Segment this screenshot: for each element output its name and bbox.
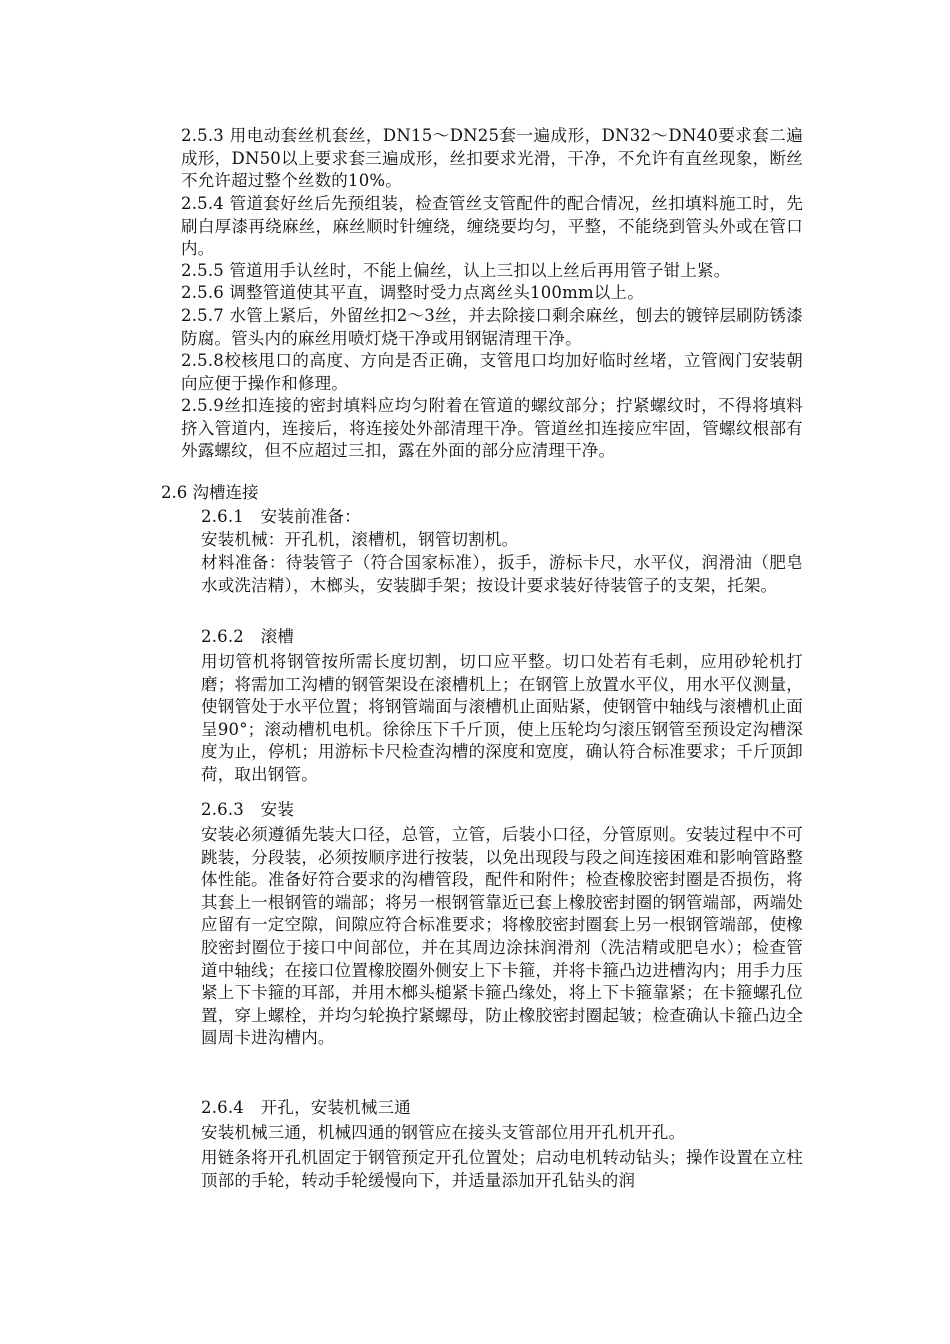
section-heading-2-6: 2.6 沟槽连接: [161, 483, 259, 502]
item-2-5-3: 2.5.3 用电动套丝机套丝，DN15～DN25套一遍成形，DN32～DN40要求套二遍成形，DN50以上要求套三遍成形，丝扣要求光滑，干净，不允许有直丝现象，断丝不允许超过整个丝数的10%。: [181, 126, 803, 191]
paragraph-drilling: 用链条将开孔机固定于钢管预定开孔位置处；启动电机转动钻头；操作设置在立柱顶部的手轮，转动手轮缓慢向下，并适量添加开孔钻头的润: [201, 1148, 803, 1190]
item-2-5-8: 2.5.8校核甩口的高度、方向是否正确，支管甩口均加好临时丝堵，立管阀门安装朝向应便于操作和修理。: [181, 351, 803, 393]
paragraph-tee-intro: 安装机械三通，机械四通的钢管应在接头支管部位用开孔机开孔。: [201, 1123, 686, 1142]
paragraph-tools: 安装机械：开孔机，滚槽机，钢管切割机。: [201, 530, 519, 549]
subheading-2-6-4: 2.6.4 开孔，安装机械三通: [201, 1098, 411, 1117]
paragraph-grooving: 用切管机将钢管按所需长度切割，切口应平整。切口处若有毛刺，应用砂轮机打磨；将需加工沟槽的钢管架设在滚槽机上；在钢管上放置水平仪，用水平仪测量，使钢管处于水平位置；将钢管端面与滚槽机止面贴紧，使钢管中轴线与滚槽机止面呈90°；滚动槽机电机。徐徐压下千斤顶，使上压轮均匀滚压钢管至预设定沟槽深度为止，停机；用游标卡尺检查沟槽的深度和宽度，确认符合标准要求；千斤顶卸荷，取出钢管。: [201, 652, 803, 784]
item-2-5-6: 2.5.6 调整管道使其平直，调整时受力点离丝头100mm以上。: [181, 283, 644, 302]
item-2-5-7: 2.5.7 水管上紧后，外留丝扣2～3丝，并去除接口剩余麻丝，刨去的镀锌层刷防锈漆防腐。管头内的麻丝用喷灯烧干净或用钢锯清理干净。: [181, 306, 803, 348]
subheading-2-6-2: 2.6.2 滚槽: [201, 627, 295, 646]
item-2-5-9: 2.5.9丝扣连接的密封填料应均匀附着在管道的螺纹部分；拧紧螺纹时，不得将填料挤入管道内，连接后，将连接处外部清理干净。管道丝扣连接应牢固，管螺纹根部有外露螺纹，但不应超过三扣，露在外面的部分应清理干净。: [181, 396, 803, 461]
paragraph-installation: 安装必须遵循先装大口径，总管，立管，后装小口径，分管原则。安装过程中不可跳装，分段装，必须按顺序进行按装，以免出现段与段之间连接困难和影响管路整体性能。准备好符合要求的沟槽管段，配件和附件；检查橡胶密封圈是否损伤，将其套上一根钢管的端部；将另一根钢管靠近已套上橡胶密封圈的钢管端部，两端处应留有一定空隙，间隙应符合标准要求；将橡胶密封圈套上另一根钢管端部，使橡胶密封圈位于接口中间部位，并在其周边涂抹润滑剂（洗洁精或肥皂水）；检查管道中轴线；在接口位置橡胶圈外侧安上下卡箍，并将卡箍凸边进槽沟内；用手力压紧上下卡箍的耳部，并用木榔头槌紧卡箍凸缘处，将上下卡箍靠紧；在卡箍螺孔位置，穿上螺栓，并均匀轮换拧紧螺母，防止橡胶密封圈起皱；检查确认卡箍凸边全圆周卡进沟槽内。: [201, 825, 803, 1048]
subheading-2-6-3: 2.6.3 安装: [201, 800, 295, 819]
subheading-2-6-1: 2.6.1 安装前准备：: [201, 507, 361, 526]
item-2-5-4: 2.5.4 管道套好丝后先预组装，检查管丝支管配件的配合情况，丝扣填料施工时，先刷白厚漆再绕麻丝，麻丝顺时针缠绕，缠绕要均匀，平整，不能绕到管头外或在管口内。: [181, 194, 803, 259]
item-2-5-5: 2.5.5 管道用手认丝时，不能上偏丝，认上三扣以上丝后再用管子钳上紧。: [181, 261, 731, 280]
paragraph-materials: 材料准备：待装管子（符合国家标准），扳手，游标卡尺，水平仪，润滑油（肥皂水或洗洁精），木榔头，安装脚手架；按设计要求装好待装管子的支架，托架。: [201, 553, 803, 595]
